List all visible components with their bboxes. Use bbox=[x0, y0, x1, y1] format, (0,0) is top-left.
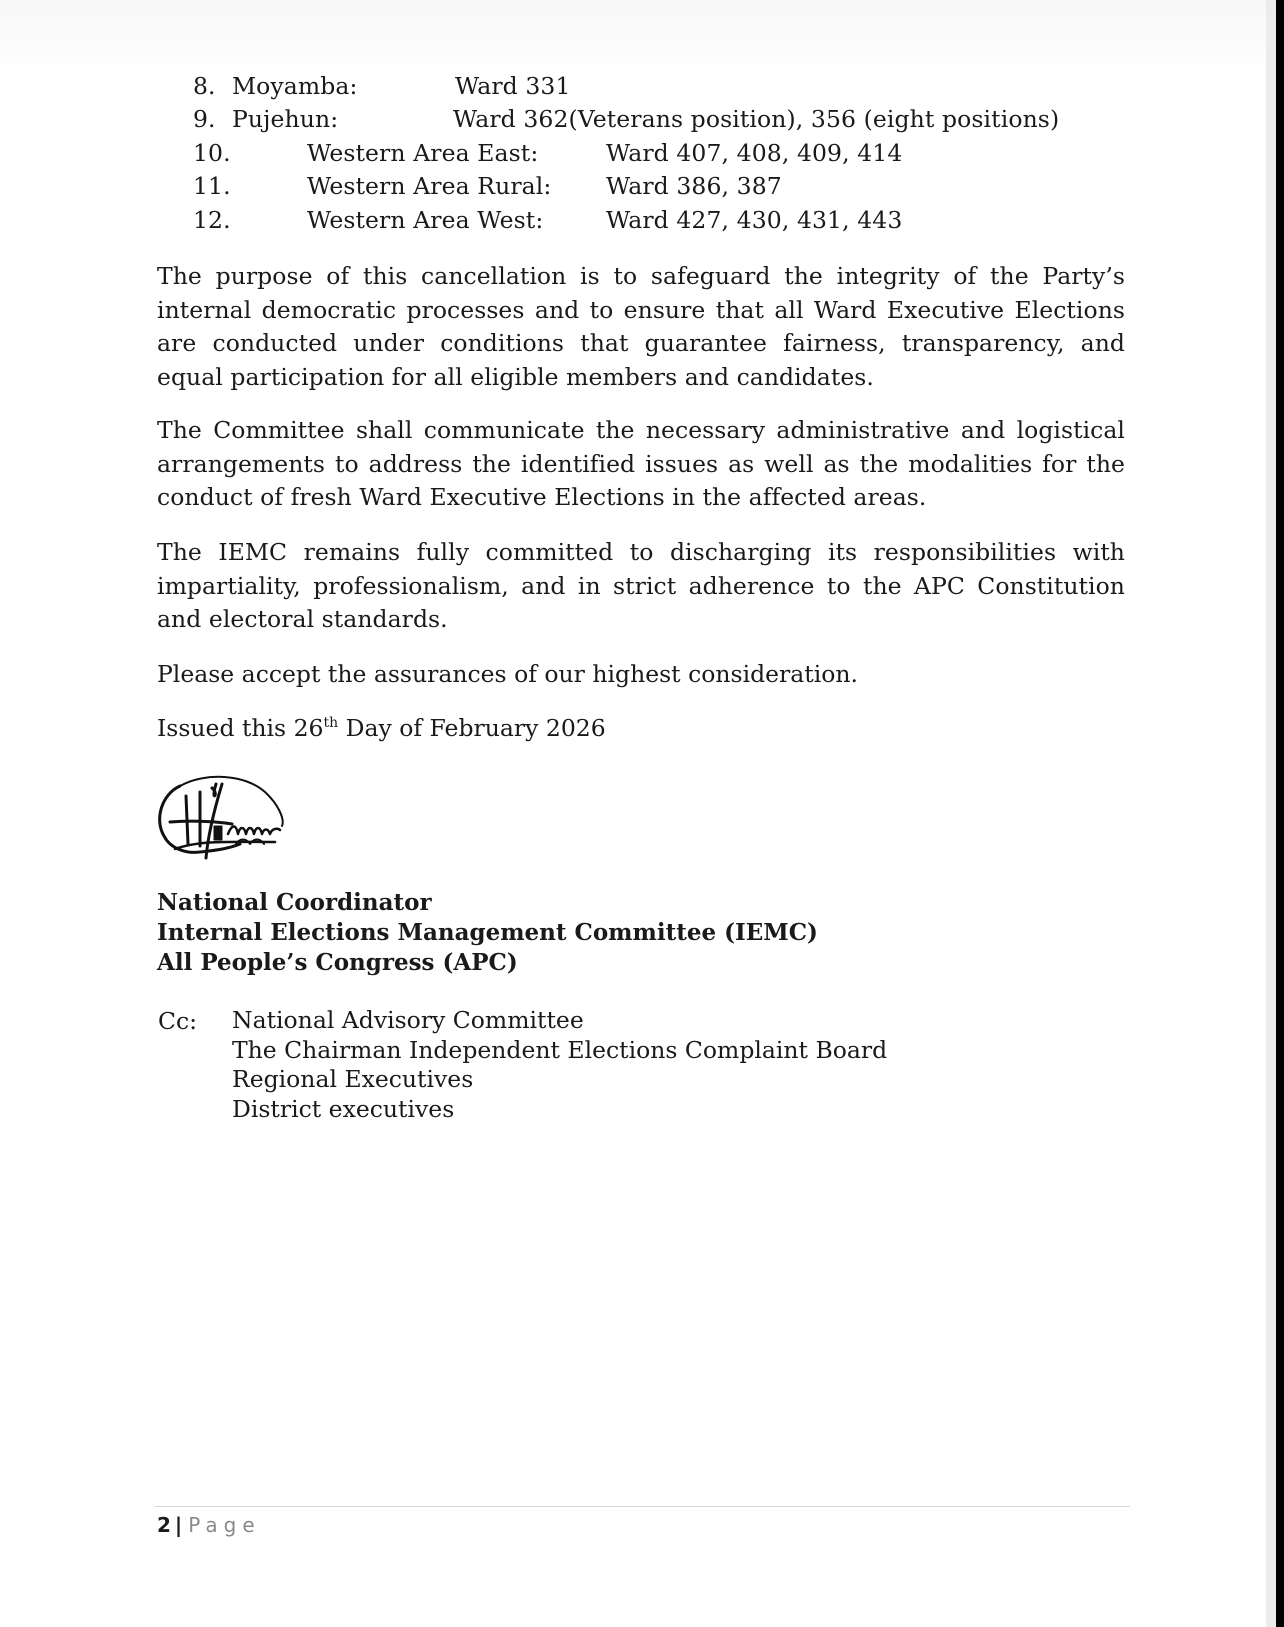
cc-recipient: Regional Executives bbox=[232, 1065, 474, 1094]
ward-list-number: 9. bbox=[193, 105, 216, 133]
cc-recipient: National Advisory Committee bbox=[232, 1006, 584, 1034]
scrollbar-track[interactable] bbox=[1266, 0, 1276, 1627]
ward-list-wards: Ward 427, 430, 431, 443 bbox=[606, 206, 903, 234]
footer-divider bbox=[155, 1506, 1130, 1507]
ward-list-number: 11. bbox=[193, 172, 231, 200]
ward-list-area: Western Area West: bbox=[307, 206, 544, 234]
issued-ordinal: th bbox=[323, 715, 339, 731]
cc-recipient: The Chairman Independent Elections Complaint Board bbox=[232, 1035, 888, 1064]
closing-line: Please accept the assurances of our highest consideration. bbox=[157, 660, 859, 688]
issued-suffix: Day of February 2026 bbox=[338, 714, 606, 742]
page-label: Page bbox=[188, 1513, 261, 1537]
cc-recipient: District executives bbox=[232, 1094, 455, 1123]
ward-list-area: Pujehun: bbox=[232, 105, 339, 133]
cc-recipients bbox=[232, 1006, 887, 1124]
ward-list-area: Western Area East: bbox=[307, 139, 539, 167]
ward-list-area: Moyamba: bbox=[232, 72, 358, 100]
paragraph-purpose: The purpose of this cancellation is to safeguard the integrity of the Party’s internal democratic processes and to ensure that all Ward Executive Elections are conducted under conditions that guarantee fairness, transparency, and equal participation for all eligible members and candidates. bbox=[157, 262, 1125, 391]
issued-date bbox=[157, 712, 606, 746]
ward-list-number: 12. bbox=[193, 206, 231, 234]
issued-prefix: Issued this 26 bbox=[157, 714, 324, 742]
signatory-committee: Internal Elections Management Committee (IEMC) bbox=[157, 919, 818, 946]
ward-list-number: 10. bbox=[193, 139, 231, 167]
screen-edge bbox=[1276, 0, 1284, 1627]
cc-label: Cc: bbox=[158, 1007, 198, 1035]
signatory-title: National Coordinator bbox=[157, 889, 432, 916]
paragraph-commitment: The IEMC remains fully committed to discharging its responsibilities with impartiality, professionalism, and in strict adherence to the APC Constitution and electoral standards. bbox=[157, 538, 1125, 634]
ward-list-wards: Ward 331 bbox=[455, 72, 571, 100]
ward-list-wards: Ward 362(Veterans position), 356 (eight positions) bbox=[453, 105, 1060, 133]
signatory-party: All People’s Congress (APC) bbox=[157, 949, 518, 976]
ward-list-number: 8. bbox=[193, 72, 216, 100]
ward-list-wards: Ward 407, 408, 409, 414 bbox=[606, 139, 903, 167]
page-number: 2 bbox=[157, 1513, 171, 1537]
paragraph-arrangements: The Committee shall communicate the necessary administrative and logistical arrangements to address the identified issues as well as the modalities for the conduct of fresh Ward Executive Elections in the affected areas. bbox=[157, 416, 1125, 512]
ward-list-wards: Ward 386, 387 bbox=[606, 172, 782, 200]
page-footer bbox=[157, 1512, 261, 1538]
signature-image bbox=[150, 764, 300, 864]
ward-list-area: Western Area Rural: bbox=[307, 172, 552, 200]
footer-separator: | bbox=[174, 1513, 183, 1537]
signatory-block bbox=[157, 888, 818, 978]
